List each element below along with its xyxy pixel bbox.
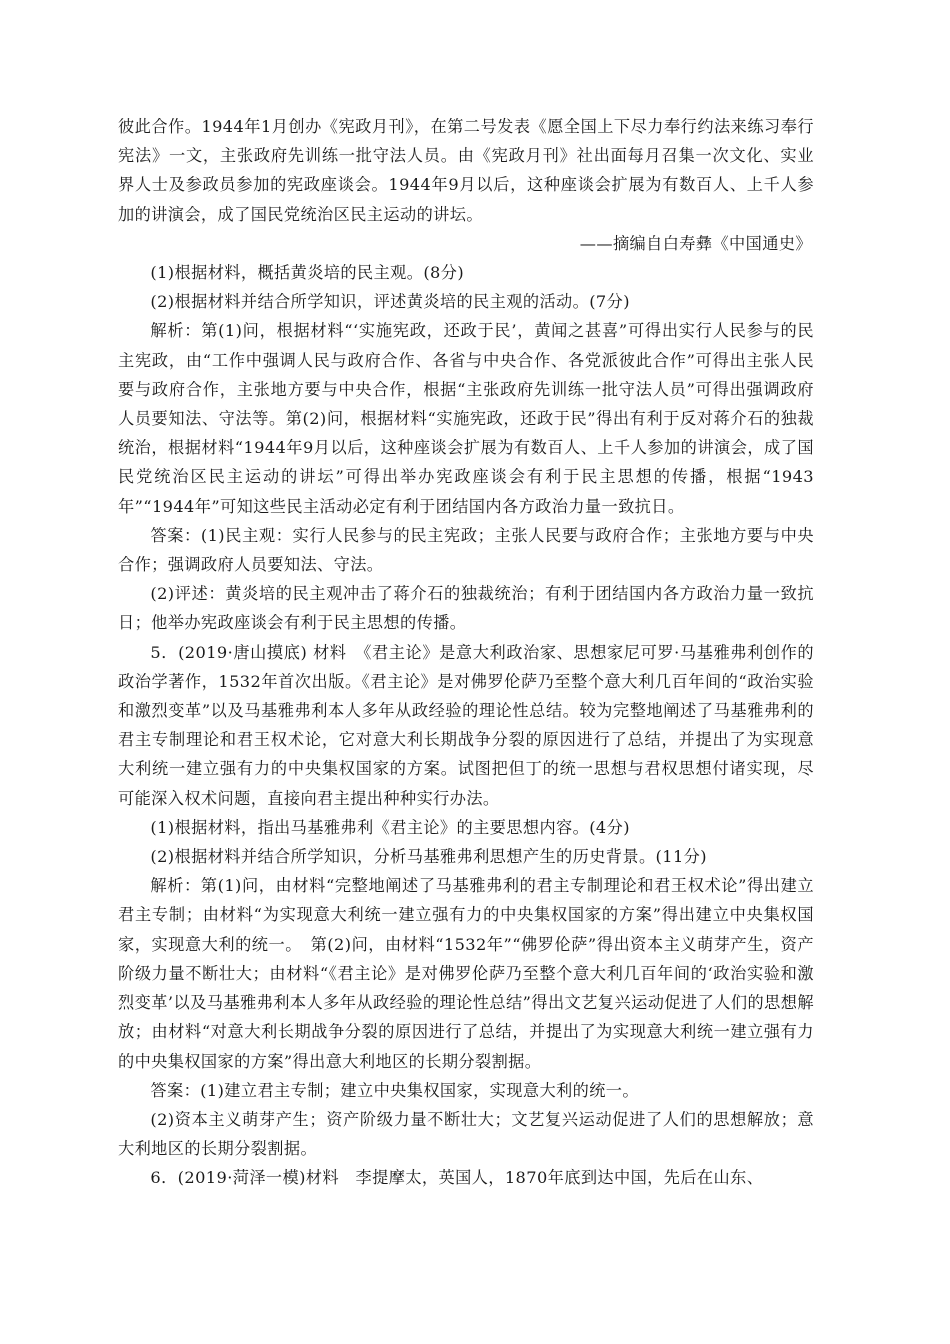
question-4-2: (2)根据材料并结合所学知识，评述黄炎培的民主观的活动。(7分) xyxy=(150,292,630,312)
source-citation: ——摘编自白寿彝《中国通史》 xyxy=(579,233,812,253)
analysis-4: 解析：第(1)问，根据材料“‘实施宪政，还政于民’，黄闻之甚喜”可得出实行人民参与的民主宪政，由“工作中强调人民与政府合作、各省与中央合作、各党派彼此合作”可得出主张人民要与政府合作，主张地方要与中央合作，根据“主张政府先训练一批守法人员”可得出强调政府人员要知法、守法等。第(2)问，根据材料“实施宪政，还政于民”得出有利于反对蒋介石的独裁统治，根据材料“1944年9月以后，这种座谈会扩展为有数百人、上千人参加的讲演会，成了国民党统治区民主运动的讲坛”可得出举办宪政座谈会有利于民主思想的传播，根据“1943年”“1944年”可知这些民主活动必定有利于团结国内各方政治力量一致抗日。 xyxy=(118,321,814,516)
answer-4-1: 答案：(1)民主观：实行人民参与的民主宪政；主张人民要与政府合作；主张地方要与中央合作；强调政府人员要知法、守法。 xyxy=(118,525,814,575)
question-5-2: (2)根据材料并结合所学知识，分析马基雅弗利思想产生的历史背景。(11分) xyxy=(150,847,707,867)
question-6-material: 6．(2019·菏泽一模)材料 李提摩太，英国人，1870年底到达中国，先后在山东、 xyxy=(150,1168,764,1188)
analysis-5: 解析：第(1)问，由材料“完整地阐述了马基雅弗利的君主专制理论和君王权术论”得出建立君主专制；由材料“为实现意大利统一建立强有力的中央集权国家的方案”得出建立中央集权国家，实现意大利的统一。 第(2)问，由材料“1532年”“佛罗伦萨”得出资本主义萌芽产生，资产阶级力量不断壮大；由材料“《君主论》是对佛罗伦萨乃至整个意大利几百年间的‘政治实验和激烈变革’以及马基雅弗利本人多年从政经验的理论性总结”得出文艺复兴运动促进了人们的思想解放；由材料“对意大利长期战争分裂的原因进行了总结，并提出了为实现意大利统一建立强有力的中央集权国家的方案”得出意大利地区的长期分裂割据。 xyxy=(118,876,814,1071)
material-paragraph-end: 彼此合作。1944年1月创办《宪政月刊》，在第二号发表《愿全国上下尽力奉行约法来练习奉行宪法》一文，主张政府先训练一批守法人员。由《宪政月刊》社出面每月召集一次文化、实业界人士及参政员参加的宪政座谈会。1944年9月以后，这种座谈会扩展为有数百人、上千人参加的讲演会，成了国民党统治区民主运动的讲坛。 xyxy=(118,117,814,224)
question-5-1: (1)根据材料，指出马基雅弗利《君主论》的主要思想内容。(4分) xyxy=(150,817,630,837)
question-5-material: 5．(2019·唐山摸底) 材料 《君主论》是意大利政治家、思想家尼可罗·马基雅弗利创作的政治学著作，1532年首次出版。《君主论》是对佛罗伦萨乃至整个意大利几百年间的“政治实验和激烈变革”以及马基雅弗利本人多年从政经验的理论性总结。较为完整地阐述了马基雅弗利的君主专制理论和君王权术论，它对意大利长期战争分裂的原因进行了总结，并提出了为实现意大利统一建立强有力的中央集权国家的方案。试图把但丁的统一思想与君权思想付诸实现，尽可能深入权术问题，直接向君主提出种种实行办法。 xyxy=(118,642,814,808)
answer-4-2: (2)评述：黄炎培的民主观冲击了蒋介石的独裁统治；有利于团结国内各方政治力量一致抗日；他举办宪政座谈会有利于民主思想的传播。 xyxy=(118,584,814,633)
question-4-1: (1)根据材料，概括黄炎培的民主观。(8分) xyxy=(150,263,465,283)
answer-5-1: 答案：(1)建立君主专制；建立中央集权国家，实现意大利的统一。 xyxy=(150,1080,639,1100)
answer-5-2: (2)资本主义萌芽产生；资产阶级力量不断壮大；文艺复兴运动促进了人们的思想解放；意大利地区的长期分裂割据。 xyxy=(118,1109,814,1159)
document-body xyxy=(118,112,814,1193)
